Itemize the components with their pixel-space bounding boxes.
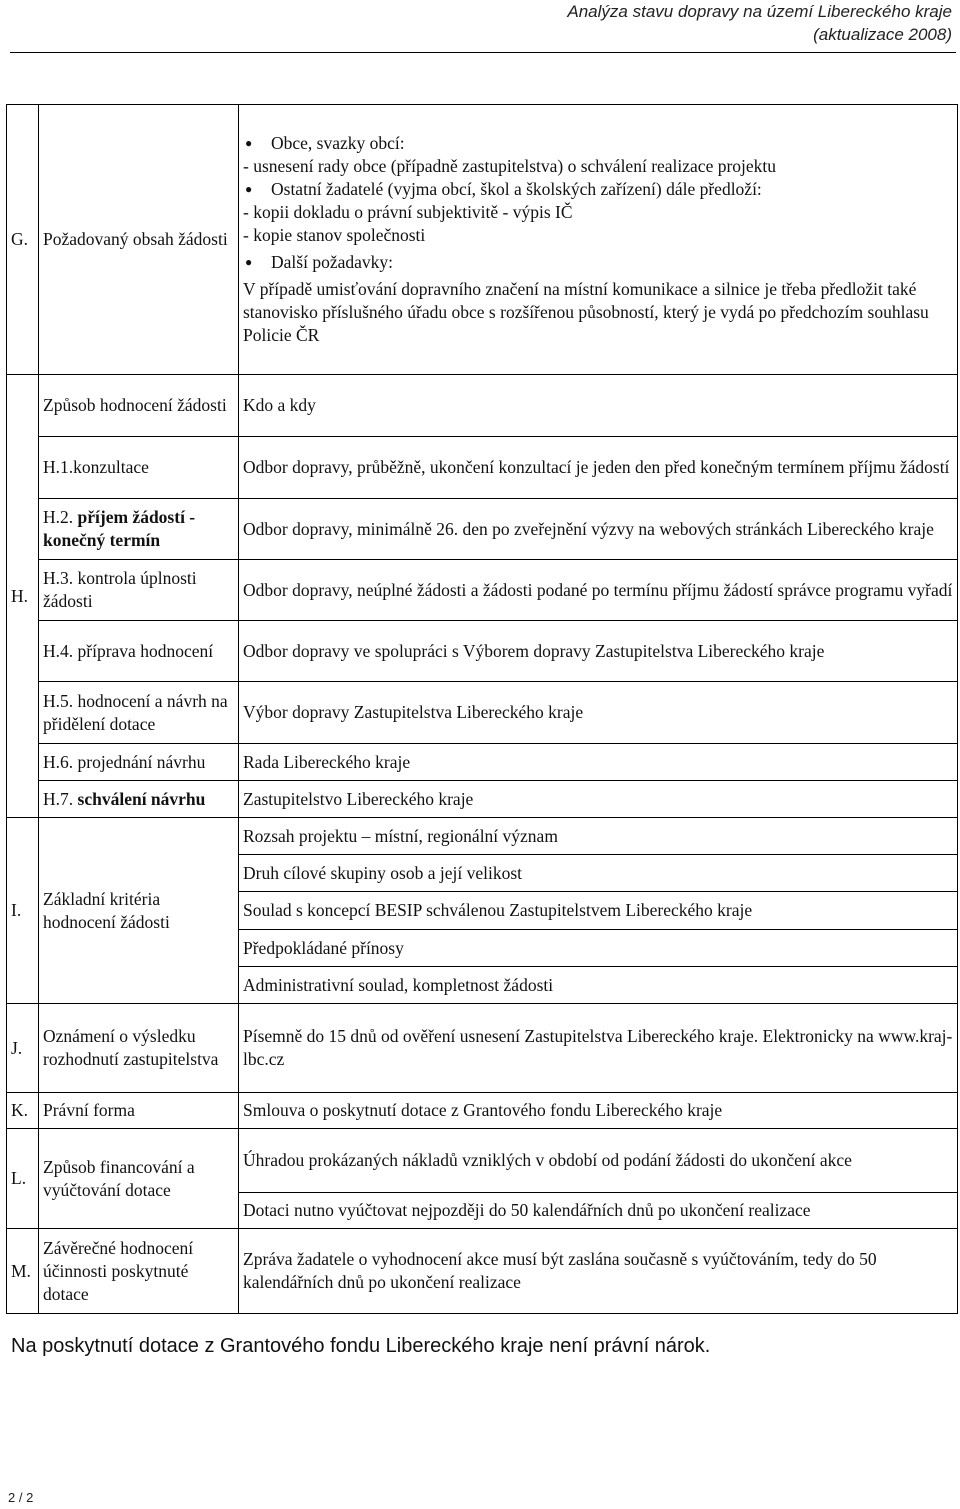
row-value-h0: Kdo a kdy (239, 375, 958, 437)
row-m (7, 1229, 958, 1314)
row-content-g (239, 105, 958, 375)
row-label-h7 (39, 781, 239, 818)
row-l-0 (7, 1129, 958, 1193)
row-letter-l: L. (7, 1129, 39, 1229)
row-j (7, 1004, 958, 1093)
bullet-further-requirements: ● Další požadavky: (243, 251, 953, 274)
row-g (7, 105, 958, 375)
row-h-3 (7, 560, 958, 621)
row-h-5 (7, 682, 958, 744)
row-h-1 (7, 437, 958, 499)
row-value-m: Zpráva žadatele o vyhodnocení akce musí být zaslána současně s vyúčtováním, tedy do 50 kalendářních dnů po ukončení realizace (239, 1229, 958, 1314)
criterion-item: Rozsah projektu – místní, regionální význam (239, 818, 958, 855)
criterion-item: Administrativní soulad, kompletnost žádosti (239, 967, 958, 1004)
row-letter-m: M. (7, 1229, 39, 1314)
h7-bold-label: schválení návrhu (77, 788, 206, 809)
program-conditions-table (6, 104, 958, 1314)
other-applicants-text-2: - kopie stanov společnosti (243, 225, 426, 245)
page-number: 2 / 2 (8, 1490, 34, 1505)
criterion-item: Druh cílové skupiny osob a její velikost (239, 855, 958, 892)
other-applicants-text-1: - kopii dokladu o právní subjektivitě - výpis IČ (243, 202, 573, 222)
criterion-item: Předpokládané přínosy (239, 930, 958, 967)
row-label-m: Závěrečné hodnocení účinnosti poskytnuté dotace (39, 1229, 239, 1314)
row-value-h6: Rada Libereckého kraje (239, 744, 958, 781)
row-label-h3: H.3. kontrola úplnosti žádosti (39, 560, 239, 621)
row-value-l1: Úhradou prokázaných nákladů vzniklých v období od podání žádosti do ukončení akce (239, 1129, 958, 1193)
row-value-l2: Dotaci nutno vyúčtovat nejpozději do 50 kalendářních dnů po ukončení realizace (239, 1193, 958, 1229)
legal-claim-note: Na poskytnutí dotace z Grantového fondu Libereckého kraje není právní nárok. (11, 1335, 711, 1357)
row-h-4 (7, 621, 958, 682)
row-h-7 (7, 781, 958, 818)
further-requirements-text: V případě umisťování dopravního značení na místní komunikace a silnice je třeba předložit také stanovisko příslušného úřadu obce s rozšířenou působností, který je vydá po předchozím souhlasu Policie ČR (243, 279, 929, 345)
row-label-h4: H.4. příprava hodnocení (39, 621, 239, 682)
row-label-h6: H.6. projednání návrhu (39, 744, 239, 781)
bullet-municipalities: ● Obce, svazky obcí: (243, 132, 953, 155)
row-letter-k: K. (7, 1093, 39, 1129)
row-i-0 (7, 818, 958, 855)
row-label-h1: H.1.konzultace (39, 437, 239, 499)
criterion-item: Soulad s koncepcí BESIP schválenou Zastupitelstvem Libereckého kraje (239, 892, 958, 930)
bullet-other-applicants: ● Ostatní žadatelé (vyjma obcí, škol a školských zařízení) dále předloží: (243, 178, 953, 201)
row-label-j: Oznámení o výsledku rozhodnutí zastupitelstva (39, 1004, 239, 1093)
requirements-list-3 (243, 251, 953, 274)
row-label-h5: H.5. hodnocení a návrh na přidělení dotace (39, 682, 239, 744)
requirements-list (243, 132, 953, 155)
row-letter-h: H. (7, 375, 39, 818)
h2-number: H.2. (43, 507, 78, 527)
row-k (7, 1093, 958, 1129)
row-value-h4: Odbor dopravy ve spolupráci s Výborem dopravy Zastupitelstva Libereckého kraje (239, 621, 958, 682)
row-letter-j: J. (7, 1004, 39, 1093)
row-label-h2 (39, 499, 239, 560)
row-h-6 (7, 744, 958, 781)
municipalities-text: - usnesení rady obce (případně zastupitelstva) o schválení realizace projektu (243, 156, 777, 176)
row-label-g: Požadovaný obsah žádosti (39, 105, 239, 375)
header-title: Analýza stavu dopravy na území Libereckého kraje (567, 2, 952, 21)
document-header (352, 0, 952, 46)
row-label-k: Právní forma (39, 1093, 239, 1129)
row-value-j: Písemně do 15 dnů od ověření usnesení Zastupitelstva Libereckého kraje. Elektronicky na www.kraj-lbc.cz (239, 1004, 958, 1093)
row-h-0 (7, 375, 958, 437)
row-value-h3: Odbor dopravy, neúplné žádosti a žádosti podané po termínu příjmu žádostí správce programu vyřadí (239, 560, 958, 621)
row-value-h7: Zastupitelstvo Libereckého kraje (239, 781, 958, 818)
row-value-k: Smlouva o poskytnutí dotace z Grantového fondu Libereckého kraje (239, 1093, 958, 1129)
h2-bold-label: příjem žádostí - konečný termín (43, 507, 196, 550)
row-label-h0: Způsob hodnocení žádosti (39, 375, 239, 437)
header-subtitle: (aktualizace 2008) (813, 25, 952, 44)
row-letter-g: G. (7, 105, 39, 375)
row-h-2 (7, 499, 958, 560)
row-value-h5: Výbor dopravy Zastupitelstva Libereckého kraje (239, 682, 958, 744)
row-value-h1: Odbor dopravy, průběžně, ukončení konzultací je jeden den před konečným termínem příjmu žádostí (239, 437, 958, 499)
row-label-i: Základní kritéria hodnocení žádosti (39, 818, 239, 1004)
header-divider (10, 52, 956, 53)
requirements-list-2 (243, 178, 953, 201)
row-letter-i: I. (7, 818, 39, 1004)
h7-number: H.7. (43, 788, 78, 809)
row-label-l: Způsob financování a vyúčtování dotace (39, 1129, 239, 1229)
row-value-h2: Odbor dopravy, minimálně 26. den po zveřejnění výzvy na webových stránkách Libereckého kraje (239, 499, 958, 560)
